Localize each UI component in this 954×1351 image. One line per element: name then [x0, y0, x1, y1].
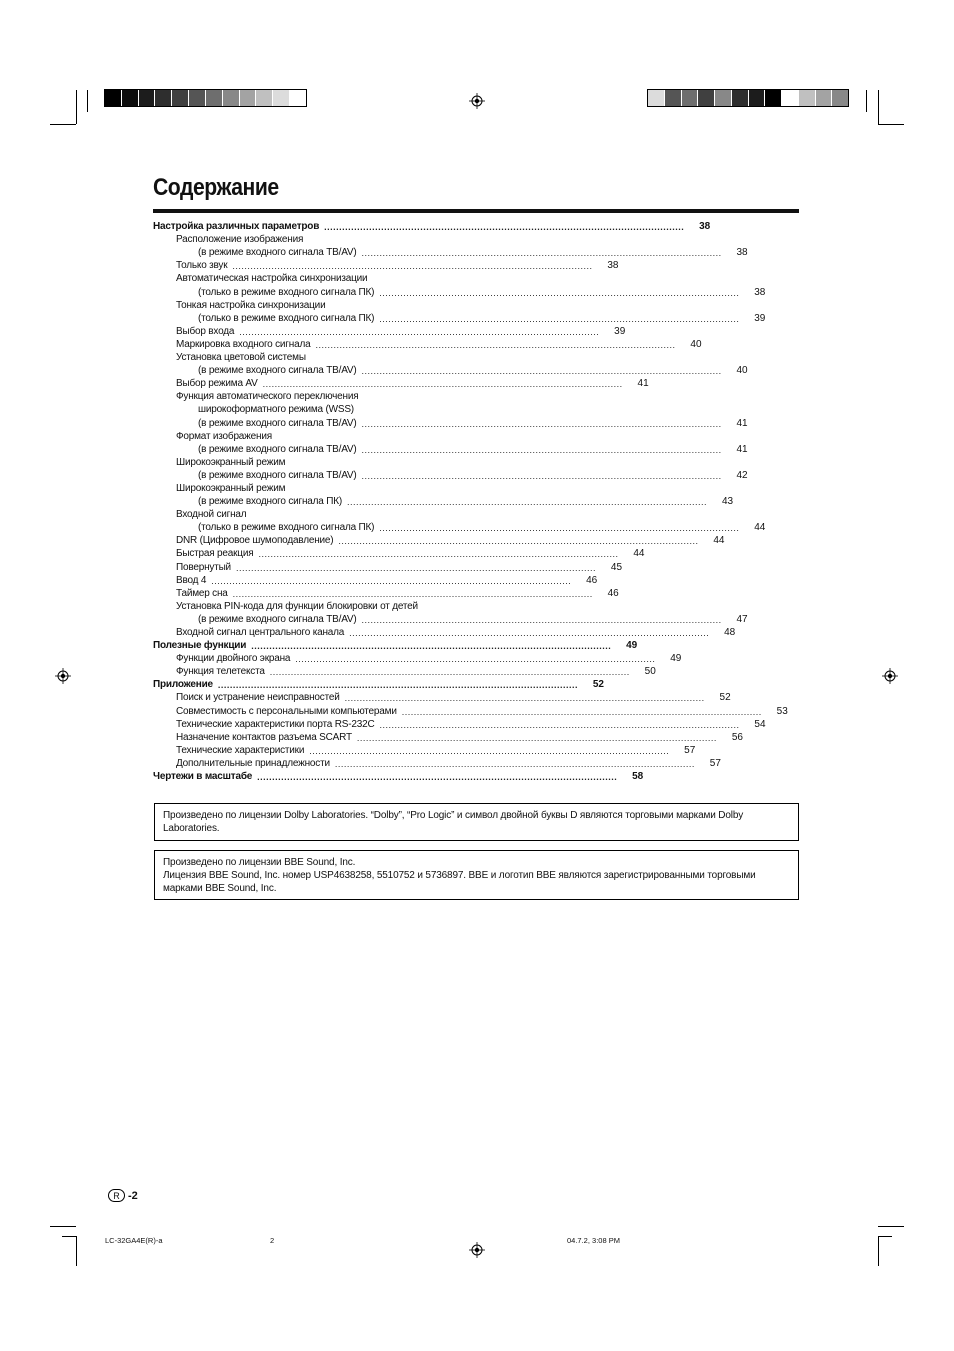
toc-entry: [153, 508, 465, 521]
toc-entry-title: Широкоэкранный режим: [176, 482, 286, 494]
toc-entry: [153, 665, 656, 678]
toc-leader-dots: ........................................................................................................................: [258, 549, 619, 560]
toc-leader-dots: ........................................................................................................................: [211, 575, 572, 586]
toc-entry-page: 54: [754, 718, 766, 730]
toc-leader-dots: ........................................................................................................................: [379, 287, 740, 298]
toc-entry: [153, 364, 748, 377]
toc-entry: [153, 731, 743, 744]
toc-entry-page: 41: [736, 443, 748, 455]
toc-entry: [153, 613, 748, 626]
toc-entry-title: Установка PIN-кода для функции блокировки от детей: [176, 600, 418, 612]
toc-entry-title: Функция автоматического переключения: [176, 391, 359, 403]
table-of-contents: [153, 220, 788, 783]
toc-leader-dots: ........................................................................................................................: [334, 758, 695, 769]
toc-entry-page: 52: [719, 692, 731, 704]
toc-entry-page: 52: [592, 679, 604, 691]
toc-entry: [153, 272, 465, 285]
toc-entry-title: (в режиме входного сигнала ТВ/AV): [198, 443, 357, 455]
toc-entry-title: (только в режиме входного сигнала ПК): [198, 312, 375, 324]
toc-entry-page: 47: [736, 613, 748, 625]
bbe-notice-line2: Лицензия BBE Sound, Inc. номер USP4638258, 5510752 и 5736897. BBE и логотип BBE являются зарегистрированными торговыми марками BBE Sound, Inc.: [163, 870, 756, 894]
footer-datetime: 04.7.2, 3:08 PM: [567, 1236, 620, 1245]
color-swatch: [749, 90, 766, 106]
registration-mark-icon: [882, 668, 898, 684]
color-swatch: [682, 90, 699, 106]
color-swatch: [206, 90, 223, 106]
color-swatch: [765, 90, 782, 106]
toc-entry-page: 49: [670, 653, 682, 665]
toc-entry-title: Технические характеристики: [176, 744, 305, 756]
color-swatch: [105, 90, 122, 106]
toc-leader-dots: ........................................................................................................................: [361, 418, 722, 429]
toc-entry-page: 38: [736, 247, 748, 259]
toc-leader-dots: ........................................................................................................................: [217, 680, 578, 691]
toc-leader-dots: ........................................................................................................................: [361, 444, 722, 455]
toc-leader-dots: ........................................................................................................................: [379, 313, 740, 324]
toc-entry: [153, 416, 748, 429]
page-number: [108, 1189, 138, 1202]
toc-leader-dots: ........................................................................................................................: [401, 706, 762, 717]
color-swatch: [223, 90, 240, 106]
toc-entry: [153, 377, 649, 390]
toc-entry-page: 38: [699, 221, 711, 233]
toc-entry-title: Быстрая реакция: [176, 548, 254, 560]
toc-entry-title: Приложение: [153, 679, 213, 691]
toc-entry-title: Поиск и устранение неисправностей: [176, 692, 340, 704]
bbe-notice: [154, 850, 799, 900]
toc-entry: [153, 430, 465, 443]
color-swatch: [189, 90, 206, 106]
toc-entry-page: 57: [709, 757, 721, 769]
toc-entry-title: Выбор входа: [176, 325, 235, 337]
toc-entry-title: Расположение изображения: [176, 234, 304, 246]
toc-leader-dots: ........................................................................................................................: [361, 366, 722, 377]
toc-entry-title: широкоформатного режима (WSS): [198, 404, 354, 416]
toc-entry-page: 41: [637, 378, 649, 390]
toc-entry-title: (в режиме входного сигнала ПК): [198, 496, 342, 508]
toc-entry-page: 46: [607, 587, 619, 599]
registration-mark-icon: [469, 1242, 485, 1258]
color-registration-bar-left: [104, 89, 307, 107]
toc-entry-title: Установка цветовой системы: [176, 352, 306, 364]
toc-entry-title: Только звук: [176, 260, 228, 272]
registration-mark-icon: [469, 93, 485, 109]
toc-entry: [153, 325, 626, 338]
toc-entry-title: (в режиме входного сигнала ТВ/AV): [198, 469, 357, 481]
toc-entry: [153, 757, 721, 770]
color-swatch: [240, 90, 257, 106]
toc-entry: [153, 299, 465, 312]
toc-entry-title: Назначение контактов разъема SCART: [176, 731, 352, 743]
toc-entry: [153, 338, 702, 351]
toc-entry: [153, 574, 598, 587]
color-swatch: [799, 90, 816, 106]
toc-entry: [153, 246, 748, 259]
toc-entry-title: Формат изображения: [176, 430, 272, 442]
toc-entry-title: Настройка различных параметров: [153, 221, 320, 233]
toc-entry: [153, 547, 645, 560]
toc-entry-title: Дополнительные принадлежности: [176, 757, 330, 769]
toc-leader-dots: ........................................................................................................................: [349, 628, 710, 638]
toc-entry-title: DNR (Цифровое шумоподавление): [176, 535, 334, 547]
toc-entry-page: 53: [776, 705, 788, 717]
dolby-notice: [154, 803, 799, 841]
toc-entry-page: 56: [731, 731, 743, 743]
toc-leader-dots: ........................................................................................................................: [379, 523, 740, 534]
toc-entry-page: 40: [736, 365, 748, 377]
color-swatch: [715, 90, 732, 106]
toc-entry: [153, 560, 623, 573]
toc-entry-title: Полезные функции: [153, 640, 247, 652]
toc-entry: [153, 704, 788, 717]
registration-mark-icon: [55, 668, 71, 684]
toc-entry-title: Автоматическая настройка синхронизации: [176, 273, 368, 285]
toc-entry: [153, 456, 465, 469]
toc-entry: [153, 626, 736, 639]
toc-leader-dots: ........................................................................................................................: [347, 497, 708, 508]
toc-leader-dots: ........................................................................................................................: [361, 248, 722, 259]
toc-entry: [153, 587, 619, 600]
toc-entry-title: Технические характеристики порта RS-232C: [176, 718, 375, 730]
toc-entry-title: Чертежи в масштабе: [153, 771, 253, 783]
toc-leader-dots: ........................................................................................................................: [269, 667, 630, 678]
dolby-notice-text: Произведено по лицензии Dolby Laboratories. “Dolby”, “Pro Logic” и символ двойной буквы D являются торговыми марками Dolby Laboratories.: [163, 810, 744, 834]
toc-entry-page: 49: [626, 640, 638, 652]
toc-entry: [153, 495, 734, 508]
toc-entry: [153, 600, 465, 613]
toc-entry-title: (в режиме входного сигнала ТВ/AV): [198, 365, 357, 377]
toc-entry-title: Функции двойного экрана: [176, 653, 291, 665]
toc-leader-dots: ........................................................................................................................: [344, 693, 705, 704]
toc-entry: [153, 691, 731, 704]
page-number-text: -2: [128, 1189, 138, 1202]
color-swatch: [698, 90, 715, 106]
color-swatch: [273, 90, 290, 106]
toc-entry-page: 58: [632, 771, 644, 783]
color-swatch: [782, 90, 799, 106]
toc-leader-dots: ........................................................................................................................: [315, 339, 676, 350]
toc-entry: [153, 390, 465, 403]
toc-leader-dots: ........................................................................................................................: [239, 326, 600, 337]
bbe-notice-line1: Произведено по лицензии BBE Sound, Inc.: [163, 857, 356, 868]
toc-entry-page: 44: [713, 535, 725, 547]
toc-entry: [153, 718, 766, 731]
toc-leader-dots: ........................................................................................................................: [295, 654, 656, 665]
toc-entry: [153, 312, 766, 325]
toc-entry: [153, 521, 766, 534]
toc-entry-title: (в режиме входного сигнала ТВ/AV): [198, 417, 357, 429]
footer-sheet: 2: [270, 1236, 275, 1245]
toc-entry-page: 40: [690, 338, 702, 350]
toc-entry-title: (в режиме входного сигнала ТВ/AV): [198, 247, 357, 259]
toc-entry-page: 41: [736, 417, 748, 429]
toc-leader-dots: ........................................................................................................................: [257, 772, 618, 783]
color-swatch: [172, 90, 189, 106]
toc-entry-page: 42: [736, 469, 748, 481]
color-swatch: [139, 90, 156, 106]
toc-leader-dots: ........................................................................................................................: [379, 719, 740, 730]
toc-entry-page: 44: [633, 548, 645, 560]
toc-entry: [153, 469, 748, 482]
toc-leader-dots: ........................................................................................................................: [361, 470, 722, 481]
toc-entry: [153, 534, 725, 547]
toc-entry: [153, 233, 465, 246]
toc-entry-page: 39: [614, 325, 626, 337]
toc-entry-page: 45: [610, 561, 623, 573]
toc-entry-title: Функция телетекста: [176, 666, 265, 678]
toc-entry-title: (только в режиме входного сигнала ПК): [198, 522, 375, 534]
toc-entry-title: Входной сигнал центрального канала: [176, 627, 345, 638]
toc-entry-page: 43: [721, 496, 734, 508]
toc-entry-title: Совместимость с персональными компьютерами: [176, 705, 397, 717]
toc-entry-title: Ввод 4: [176, 574, 207, 586]
toc-leader-dots: ........................................................................................................................: [361, 614, 722, 625]
toc-entry-page: 48: [724, 627, 736, 638]
toc-entry-page: 38: [754, 286, 766, 298]
color-swatch: [832, 90, 848, 106]
page-title: Содержание: [153, 174, 279, 201]
toc-leader-dots: ........................................................................................................................: [251, 641, 612, 652]
toc-leader-dots: ........................................................................................................................: [232, 261, 593, 272]
color-swatch: [290, 90, 306, 106]
toc-entry: [153, 403, 465, 416]
toc-leader-dots: ........................................................................................................................: [232, 588, 593, 599]
toc-entry-title: Выбор режима AV: [176, 378, 258, 390]
toc-entry: [153, 639, 638, 652]
toc-entry-page: 57: [684, 744, 696, 756]
toc-entry-page: 46: [586, 574, 598, 586]
toc-entry-page: 50: [644, 666, 656, 678]
title-rule: [153, 209, 799, 213]
toc-entry-page: 44: [754, 522, 766, 534]
toc-entry-title: (в режиме входного сигнала ТВ/AV): [198, 613, 357, 625]
toc-entry: [153, 259, 619, 272]
toc-entry-title: Маркировка входного сигнала: [176, 338, 311, 350]
toc-entry-title: Тонкая настройка синхронизации: [176, 299, 326, 311]
color-swatch: [732, 90, 749, 106]
footer-model: LC-32GA4E(R)-a: [105, 1236, 163, 1245]
color-swatch: [665, 90, 682, 106]
color-swatch: [122, 90, 139, 106]
color-swatch: [256, 90, 273, 106]
color-swatch: [155, 90, 172, 106]
toc-entry-title: Широкоэкранный режим: [176, 456, 286, 468]
color-swatch: [816, 90, 833, 106]
toc-entry: [153, 744, 696, 757]
toc-leader-dots: ........................................................................................................................: [262, 379, 623, 390]
toc-entry: [153, 770, 644, 783]
color-swatch: [648, 90, 665, 106]
region-badge: R: [108, 1189, 125, 1202]
toc-entry-title: Таймер сна: [176, 587, 228, 599]
toc-leader-dots: ........................................................................................................................: [324, 222, 685, 233]
toc-entry: [153, 351, 465, 364]
toc-entry: [153, 443, 748, 456]
toc-entry: [153, 678, 604, 691]
color-registration-bar-right: [647, 89, 849, 107]
toc-entry-page: 38: [607, 260, 619, 272]
toc-entry: [153, 652, 682, 665]
toc-leader-dots: ........................................................................................................................: [338, 536, 699, 547]
toc-entry: [153, 285, 766, 298]
toc-entry-title: Входной сигнал: [176, 509, 247, 521]
toc-leader-dots: ........................................................................................................................: [356, 732, 717, 743]
toc-entry-page: 39: [754, 312, 766, 324]
toc-entry: [153, 220, 711, 233]
toc-leader-dots: ........................................................................................................................: [235, 562, 597, 573]
toc-leader-dots: ........................................................................................................................: [309, 745, 670, 756]
toc-entry-title: (только в режиме входного сигнала ПК): [198, 286, 375, 298]
toc-entry: [153, 482, 465, 495]
toc-entry-title: Повернутый: [176, 561, 231, 573]
